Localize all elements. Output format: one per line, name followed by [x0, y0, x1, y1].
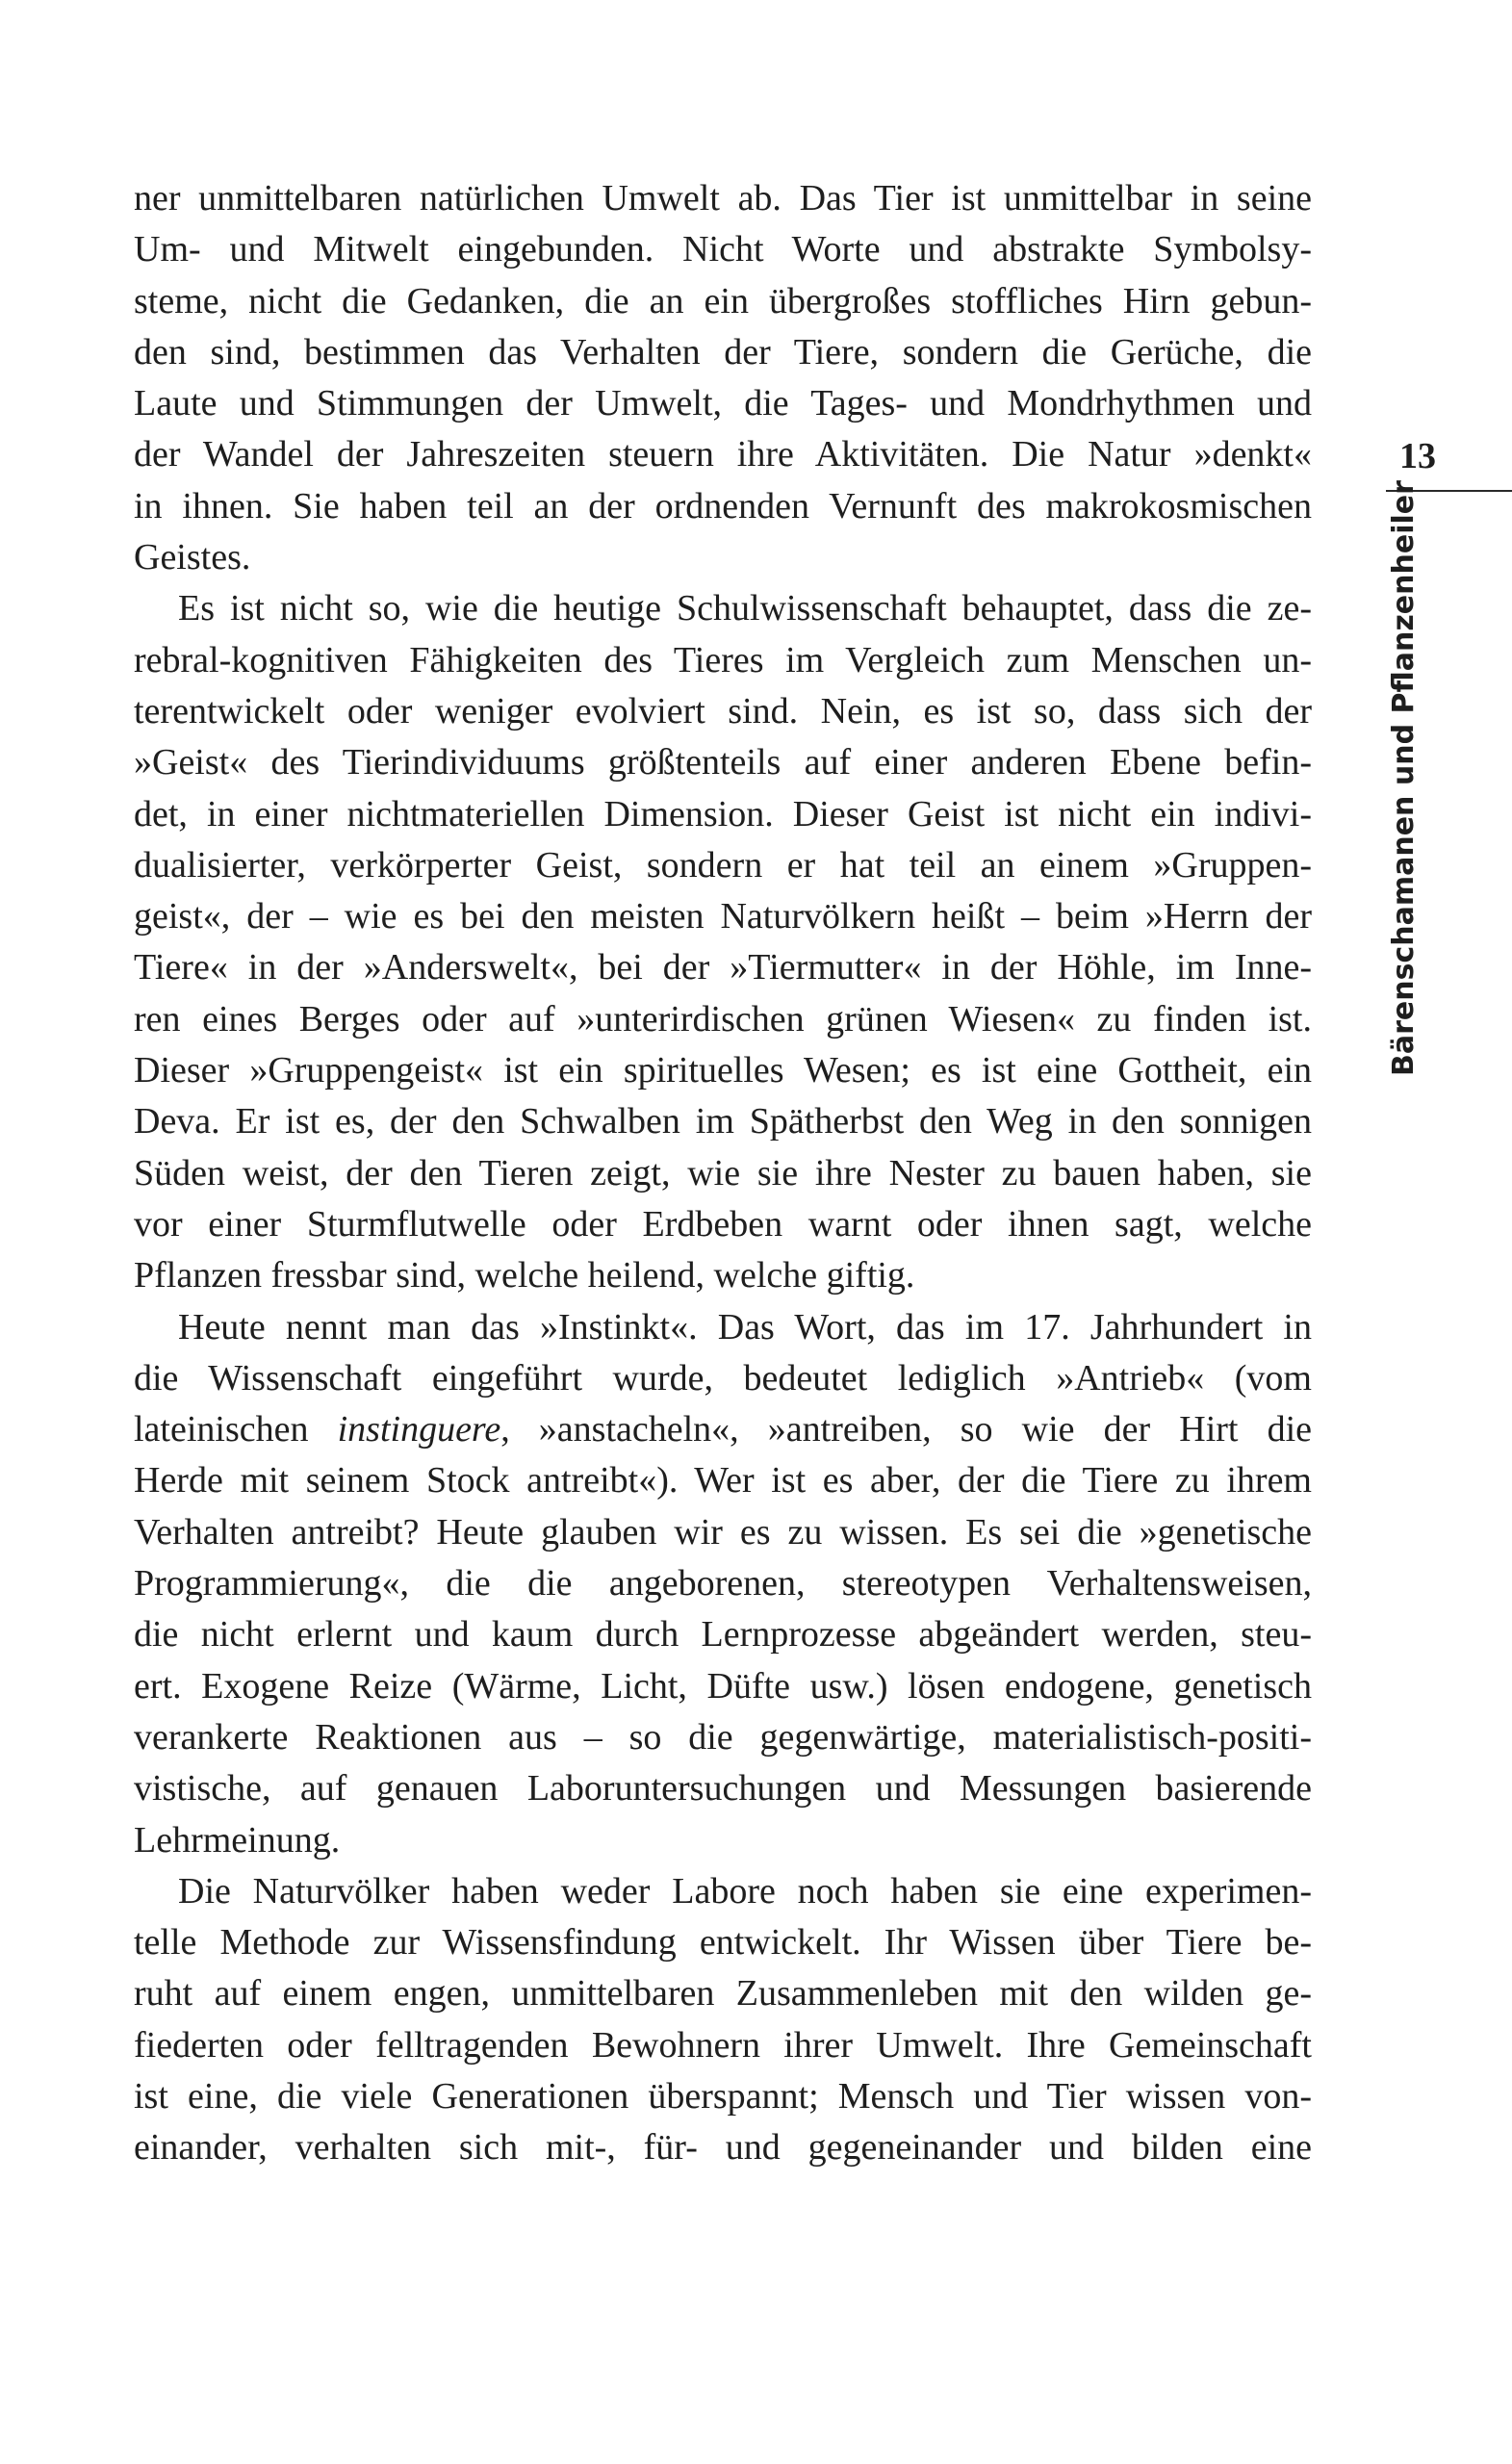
text-line: Verhalten antreibt? Heute glauben wir es zu wissen. Es sei die »genetische — [134, 1511, 1312, 1553]
text-line: dualisierter, verkörperter Geist, sondern er hat teil an einem »Gruppen- — [134, 844, 1312, 886]
body-text — [134, 173, 1312, 2174]
text-line: Herde mit seinem Stock antreibt«). Wer ist es aber, der die Tiere zu ihrem — [134, 1460, 1312, 1502]
text-line: ren eines Berges oder auf »unterirdischen grünen Wiesen« zu finden ist. — [134, 998, 1312, 1040]
text-line: einander, verhalten sich mit-, für- und gegeneinander und bilden eine — [134, 2127, 1312, 2169]
text-line: der Wandel der Jahreszeiten steuern ihre Aktivitäten. Die Natur »denkt« — [134, 434, 1312, 475]
text-line: vor einer Sturmflutwelle oder Erdbeben warnt oder ihnen sagt, welche — [134, 1203, 1312, 1245]
text-line: Programmierung«, die die angeborenen, stereotypen Verhaltensweisen, — [134, 1563, 1312, 1604]
text-line: ner unmittelbaren natürlichen Umwelt ab. Das Tier ist unmittelbar in seine — [134, 178, 1312, 218]
text-segment: lateinischen — [134, 1409, 338, 1450]
text-line: die Wissenschaft eingeführt wurde, bedeutet lediglich »Antrieb« (vom — [134, 1357, 1312, 1399]
text-line: Tiere« in der »Anderswelt«, bei der »Tiermutter« in der Höhle, im Inne- — [134, 947, 1312, 988]
text-line: Lehrmeinung. — [134, 1819, 341, 1861]
text-line: geist«, der – wie es bei den meisten Naturvölkern heißt – beim »Herrn der — [134, 896, 1312, 937]
text-line: det, in einer nichtmateriellen Dimension. Dieser Geist ist nicht ein indivi- — [134, 793, 1312, 834]
text-line: den sind, bestimmen das Verhalten der Tiere, sondern die Gerüche, die — [134, 331, 1312, 372]
text-line: verankerte Reaktionen aus – so die gegenwärtige, materialistisch-positi- — [134, 1716, 1312, 1758]
text-line: rebral-kognitiven Fähigkeiten des Tieres im Vergleich zum Menschen un- — [134, 639, 1312, 680]
text-line: telle Methode zur Wissensfindung entwickelt. Ihr Wissen über Tiere be- — [134, 1922, 1312, 1964]
text-line: Dieser »Gruppengeist« ist ein spirituelles Wesen; es ist eine Gottheit, ein — [134, 1050, 1312, 1091]
text-line: Deva. Er ist es, der den Schwalben im Spätherbst den Weg in den sonnigen — [134, 1101, 1312, 1142]
text-line: terentwickelt oder weniger evolviert sind. Nein, es ist so, dass sich der — [134, 690, 1312, 732]
text-line: ist eine, die viele Generationen überspannt; Mensch und Tier wissen von- — [134, 2075, 1312, 2117]
text-line: in ihnen. Sie haben teil an der ordnenden Vernunft des makrokosmischen — [134, 485, 1312, 526]
text-line: Süden weist, der den Tieren zeigt, wie sie ihre Nester zu bauen haben, sie — [134, 1152, 1312, 1194]
paragraph-first-line: Heute nennt man das »Instinkt«. Das Wort, das im 17. Jahrhundert in — [178, 1306, 1312, 1348]
text-line: Geistes. — [134, 537, 251, 578]
text-line-with-italic — [134, 1404, 1312, 1455]
text-line: ruht auf einem engen, unmittelbaren Zusammenleben mit den wilden ge- — [134, 1973, 1312, 2015]
text-line: »Geist« des Tierindividuums größtenteils auf einer anderen Ebene befin- — [134, 742, 1312, 783]
text-line: Laute und Stimmungen der Umwelt, die Tages- und Mondrhythmen und — [134, 383, 1312, 424]
italic-latin-term: instinguere — [337, 1409, 501, 1450]
page-number: 13 — [1399, 436, 1436, 476]
text-line: vistische, auf genauen Laboruntersuchungen und Messungen basierende — [134, 1768, 1312, 1810]
text-line: die nicht erlernt und kaum durch Lernprozesse abgeändert werden, steu- — [134, 1614, 1312, 1656]
text-line: fiederten oder felltragenden Bewohnern ihrer Umwelt. Ihre Gemeinschaft — [134, 2024, 1312, 2066]
text-line: steme, nicht die Gedanken, die an ein übergroßes stoffliches Hirn gebun- — [134, 280, 1312, 321]
text-line: ert. Exogene Reize (Wärme, Licht, Düfte usw.) lösen endogene, genetisch — [134, 1665, 1312, 1707]
paragraph-first-line: Die Naturvölker haben weder Labore noch haben sie eine experimen- — [178, 1870, 1312, 1912]
running-head-text: Bärenschamanen und Pflanzenheiler — [1387, 480, 1421, 1076]
text-segment: , »anstacheln«, »antreiben, so wie der Hirt die — [500, 1409, 1313, 1450]
text-line: Pflanzen fressbar sind, welche heilend, welche giftig. — [134, 1255, 915, 1296]
paragraph-first-line: Es ist nicht so, wie die heutige Schulwissenschaft behauptet, dass die ze- — [178, 588, 1312, 629]
text-line: Um- und Mitwelt eingebunden. Nicht Worte und abstrakte Symbolsy- — [134, 229, 1312, 270]
